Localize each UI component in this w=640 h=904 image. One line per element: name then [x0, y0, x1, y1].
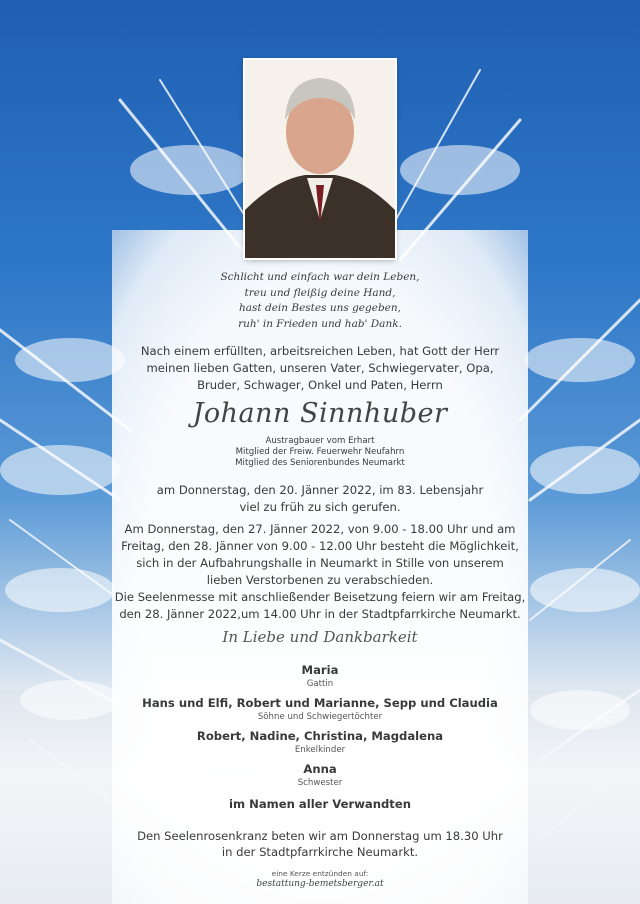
candle-footer — [112, 868, 528, 890]
viewing-line: Freitag, den 28. Jänner von 9.00 - 12.00 Uhr besteht die Möglichkeit, — [121, 539, 519, 553]
viewing-line: Am Donnerstag, den 27. Jänner 2022, von 9.00 - 18.00 Uhr und am — [124, 522, 516, 536]
family-role: Söhne und Schwiegertöchter — [257, 712, 383, 722]
family-name: Maria — [301, 663, 339, 677]
family-name: Hans und Elfi, Robert und Marianne, Sepp und Claudia — [142, 696, 498, 710]
date-line: viel zu früh zu sich gerufen. — [239, 500, 401, 514]
family-name: Robert, Nadine, Christina, Magdalena — [196, 729, 444, 743]
intro-line: meinen lieben Gatten, unseren Vater, Schwiegervater, Opa, — [146, 361, 494, 375]
rosary-line: in der Stadtpfarrkirche Neumarkt. — [221, 845, 419, 859]
closing-phrase: In Liebe und Dankbarkeit — [222, 628, 418, 646]
viewing-line: den 28. Jänner 2022,um 14.00 Uhr in der Stadtpfarrkirche Neumarkt. — [119, 607, 521, 621]
poem-line: ruh' in Frieden und hab' Dank. — [238, 317, 402, 330]
family-name: Anna — [303, 762, 337, 776]
viewing-line: sich in der Aufbahrungshalle in Neumarkt in Stille von unserem — [136, 556, 504, 570]
relatives-line: im Namen aller Verwandten — [229, 797, 411, 811]
poem-line: treu und fleißig deine Hand, — [244, 286, 396, 299]
family-role: Gattin — [306, 679, 334, 689]
website-link[interactable]: bestattung-bemetsberger.at — [256, 879, 384, 889]
family-list — [112, 663, 528, 795]
family-role: Enkelkinder — [294, 745, 346, 755]
intro-text — [112, 343, 528, 394]
role-line: Mitglied des Seniorenbundes Neumarkt — [235, 458, 405, 468]
portrait-icon — [245, 60, 395, 258]
role-line: Mitglied der Freiw. Feuerwehr Neufahrn — [235, 447, 405, 457]
viewing-info — [112, 521, 528, 623]
deceased-roles — [112, 436, 528, 469]
intro-line: Nach einem erfüllten, arbeitsreichen Leben, hat Gott der Herr — [140, 344, 500, 358]
poem-line: Schlicht und einfach war dein Leben, — [220, 271, 420, 283]
deceased-name: Johann Sinnhuber — [192, 398, 448, 429]
rosary-line: Den Seelenrosenkranz beten wir am Donnerstag um 18.30 Uhr — [137, 829, 503, 843]
family-role: Schwester — [297, 778, 343, 788]
viewing-line: Die Seelenmesse mit anschließender Beisetzung feiern wir am Freitag, — [114, 590, 526, 604]
poem-line: hast dein Bestes uns gegeben, — [239, 302, 401, 314]
intro-line: Bruder, Schwager, Onkel und Paten, Herrn — [197, 378, 443, 392]
candle-text: eine Kerze entzünden auf: — [271, 869, 369, 878]
death-date — [112, 482, 528, 516]
portrait-photo — [245, 60, 395, 258]
poem — [112, 270, 528, 332]
rosary-info — [112, 828, 528, 860]
role-line: Austragbauer vom Erhart — [265, 436, 375, 446]
viewing-line: lieben Verstorbenen zu verabschieden. — [206, 573, 434, 587]
date-line: am Donnerstag, den 20. Jänner 2022, im 83. Lebensjahr — [156, 483, 484, 497]
